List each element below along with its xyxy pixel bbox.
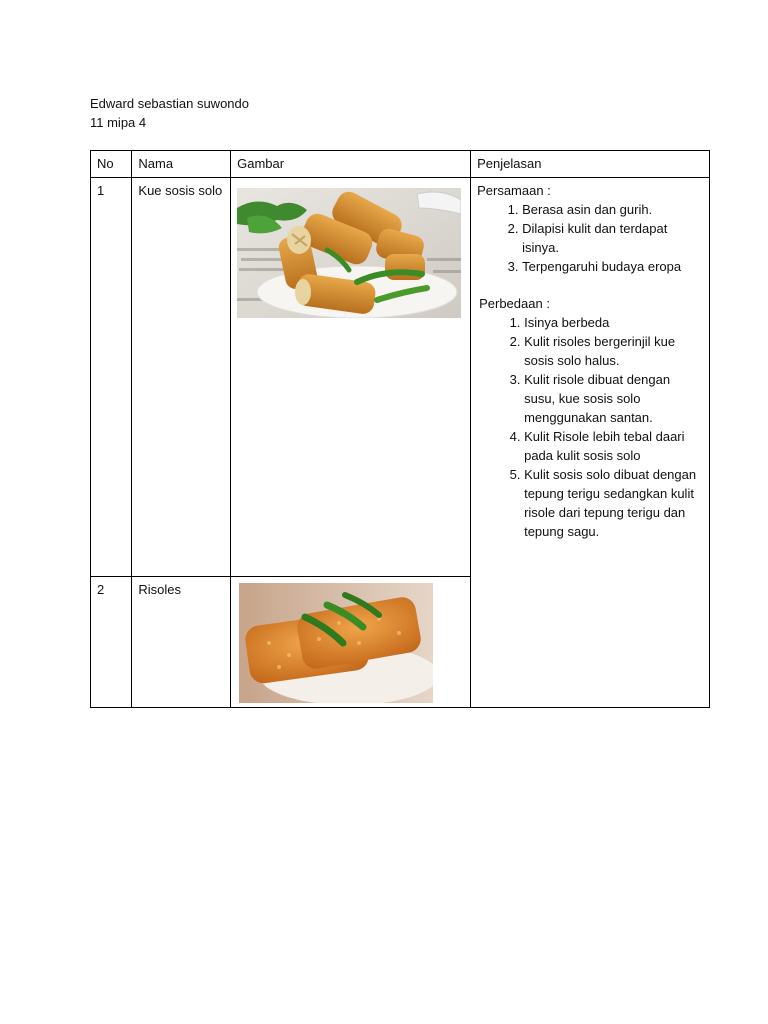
student-class: 11 mipa 4 bbox=[90, 115, 147, 130]
list-item: 5. Kulit sosis solo dibuat dengan tepung terigu sedangkan kulit risole dari tepung terigu dan tepung sagu. bbox=[524, 465, 703, 541]
column-header-nama: Nama bbox=[132, 151, 231, 178]
row-image-cell bbox=[231, 577, 471, 708]
table-header-row bbox=[91, 151, 710, 178]
list-item: 4. Kulit Risole lebih tebal daari pada kulit sosis solo bbox=[524, 427, 703, 465]
row-number: 2 bbox=[91, 577, 132, 708]
perbedaan-list bbox=[479, 313, 703, 541]
list-item: 2. Dilapisi kulit dan terdapat isinya. bbox=[522, 219, 703, 257]
row-name: Risoles bbox=[132, 577, 231, 708]
document-header bbox=[90, 94, 249, 132]
list-item: 1. Berasa asin dan gurih. bbox=[522, 200, 703, 219]
row-name: Kue sosis solo bbox=[132, 178, 231, 577]
persamaan-list bbox=[477, 200, 703, 276]
list-item: 3. Kulit risole dibuat dengan susu, kue sosis solo menggunakan santan. bbox=[524, 370, 703, 427]
list-item: 3. Terpengaruhi budaya eropa bbox=[522, 257, 703, 276]
list-item: 1. Isinya berbeda bbox=[524, 313, 703, 332]
penjelasan-cell bbox=[471, 178, 710, 708]
risoles-photo bbox=[239, 583, 433, 703]
row-number: 1 bbox=[91, 178, 132, 577]
list-item: 2. Kulit risoles bergerinjil kue sosis solo halus. bbox=[524, 332, 703, 370]
column-header-no: No bbox=[91, 151, 132, 178]
table-row bbox=[91, 178, 710, 577]
student-name: Edward sebastian suwondo bbox=[90, 96, 249, 111]
column-header-gambar: Gambar bbox=[231, 151, 471, 178]
kue-sosis-solo-photo bbox=[237, 188, 461, 318]
row-image-cell bbox=[231, 178, 471, 577]
column-header-penjelasan: Penjelasan bbox=[471, 151, 710, 178]
comparison-table bbox=[90, 150, 710, 708]
perbedaan-title: Perbedaan : bbox=[479, 296, 550, 311]
persamaan-title: Persamaan : bbox=[477, 183, 551, 198]
